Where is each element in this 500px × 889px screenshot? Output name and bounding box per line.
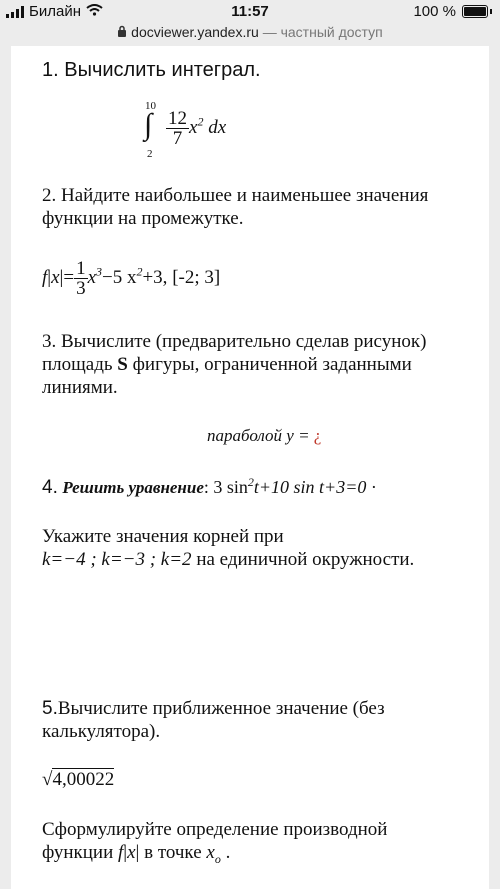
q4-dot: · <box>370 477 377 497</box>
integrand-pow: 2 <box>197 114 204 129</box>
def-a: Сформулируйте определение производной функции <box>42 819 388 863</box>
url-suffix: — частный доступ <box>258 24 383 40</box>
q3-text-a: 3. Вычислите (предварительно сделав рисунок) площадь <box>42 331 427 375</box>
status-bar <box>0 0 500 24</box>
def-x0: x <box>206 842 215 863</box>
integral-sign: ∫ <box>144 108 153 141</box>
fn-t2: −5 x <box>102 266 137 288</box>
integrand-num: 12 <box>168 108 187 129</box>
fn-p2: 2 <box>136 264 143 279</box>
integrand-den: 7 <box>172 128 183 149</box>
q4-equation <box>42 475 377 499</box>
q5-body: Вычислите приближенное значение (без калькулятора). <box>42 698 385 742</box>
carrier-name: Билайн <box>29 3 81 20</box>
battery-tip <box>490 9 492 14</box>
scrollbar[interactable] <box>483 46 489 889</box>
q1-title: 1. Вычислить интеграл. <box>42 59 261 81</box>
q4-eq-b: t+10 sin t+3=0 <box>253 477 367 497</box>
q2-text: 2. Найдите наибольшее и наименьшее значения функции на промежутке. <box>42 185 429 229</box>
q4-roots-c: на единичной окружности. <box>191 549 415 570</box>
clock: 11:57 <box>231 3 269 20</box>
q5-definition: Сформулируйте определение производной функции f|x| в точке $x_o$ . <box>42 819 388 866</box>
def-x: x <box>127 842 136 863</box>
battery-percent: 100 % <box>413 3 456 20</box>
integral-lower: 2 <box>147 148 153 160</box>
fn-interval: [-2; 3] <box>172 266 221 288</box>
sqrt-sign: √ <box>42 769 53 790</box>
fn-x: x <box>51 266 60 288</box>
fn-den: 3 <box>76 278 86 299</box>
q3-text-b: фигуры, ограниченной заданными линиями. <box>42 354 412 398</box>
q4-roots-a: Укажите значения корней при <box>42 526 284 547</box>
battery-group <box>413 3 492 20</box>
integrand <box>166 109 226 148</box>
document-page <box>11 46 489 889</box>
def-b: в точке <box>139 842 207 863</box>
def-end: . <box>220 842 231 863</box>
q3-text <box>42 330 462 399</box>
q5-text <box>42 697 462 743</box>
q4-eq-a: : 3 sin <box>203 477 248 497</box>
q4-num: 4. <box>42 477 58 498</box>
q2-function: f|x|= $\frac{1}{3}$ $x^3-5$ $x^2+3$, [-2; 3] <box>42 258 221 299</box>
q4-label: Решить уравнение <box>62 478 204 497</box>
integral-upper: 10 <box>145 100 156 112</box>
q4-roots <box>42 525 462 571</box>
battery-icon <box>462 5 488 18</box>
fn-f: f <box>42 266 48 288</box>
fn-t3: +3, <box>142 266 173 288</box>
q4-pow: 2 <box>247 475 254 489</box>
parabola-glyph: ¿ <box>313 426 322 445</box>
q3-bold-s: S <box>117 354 128 375</box>
lock-icon <box>117 24 131 40</box>
q3-parabola <box>207 426 321 446</box>
q5-num: 5. <box>42 698 58 719</box>
sqrt-value: 4,00022 <box>52 769 115 790</box>
def-sub: o <box>214 851 221 866</box>
fn-t1: x <box>87 266 96 288</box>
q5-sqrt <box>42 769 114 791</box>
integrand-dx: dx <box>203 116 227 138</box>
q4-roots-b: k=−4 ; k=−3 ; k=2 <box>42 549 192 570</box>
integrand-x: x <box>189 116 198 138</box>
fn-num: 1 <box>76 258 86 279</box>
fn-eq: = <box>63 266 75 288</box>
url-domain[interactable]: docviewer.yandex.ru <box>131 24 259 40</box>
def-f: f <box>118 842 124 863</box>
fn-p1: 3 <box>96 264 102 279</box>
parabola-text: параболой y = <box>207 426 310 445</box>
address-bar[interactable] <box>0 24 500 46</box>
